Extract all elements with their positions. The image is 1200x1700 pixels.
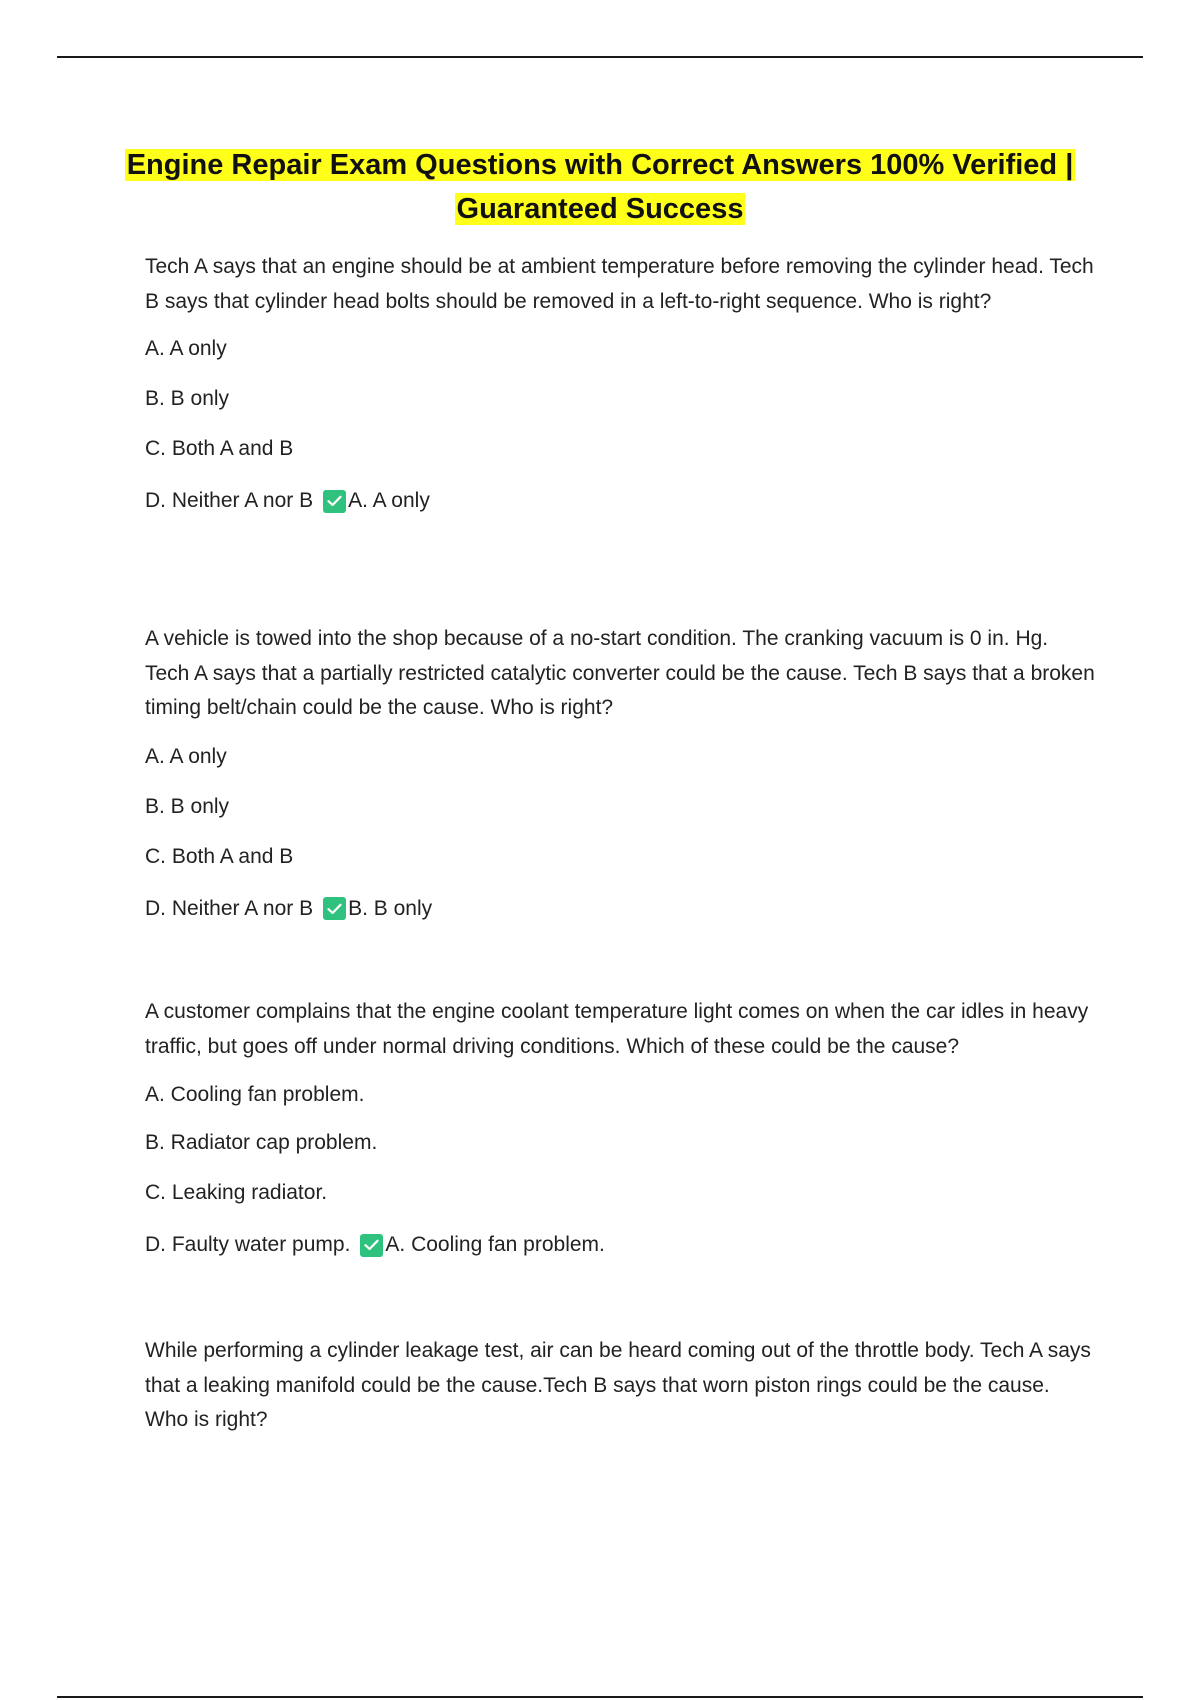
- option-a: A. A only: [145, 337, 227, 360]
- option-d: D. Faulty water pump.: [145, 1233, 351, 1256]
- correct-answer: A. A only: [348, 489, 430, 512]
- question-4: [145, 1334, 1095, 1438]
- option-d-row: [145, 1228, 1095, 1262]
- option-d-row: [145, 892, 1095, 926]
- option-b: B. Radiator cap problem.: [145, 1131, 378, 1154]
- question-3: [145, 995, 1095, 1262]
- check-mark-icon: [323, 897, 346, 920]
- option-d: D. Neither A nor B: [145, 489, 314, 512]
- question-2: [145, 622, 1095, 926]
- title-highlight: Engine Repair Exam Questions with Correct Answers 100% Verified | Guaranteed Success: [126, 149, 1074, 225]
- document-title: [120, 143, 1080, 231]
- check-mark-icon: [323, 490, 346, 513]
- question-text: While performing a cylinder leakage test, air can be heard coming out of the throttle body. Tech A says that a leaking manifold could be the cause.Tech B says that worn piston rings could be the cause. Who is right?: [145, 1339, 1091, 1431]
- option-b: B. B only: [145, 794, 230, 818]
- option-c: C. Both A and B: [145, 844, 294, 868]
- question-text: Tech A says that an engine should be at ambient temperature before removing the cylinder head. Tech B says that cylinder head bolts should be removed in a left-to-right sequence. Who is right?: [145, 255, 1094, 313]
- option-b: B. B only: [145, 387, 230, 410]
- bottom-rule: [57, 1696, 1143, 1698]
- correct-answer: B. B only: [348, 896, 433, 920]
- option-a: A. Cooling fan problem.: [145, 1083, 365, 1106]
- option-d: D. Neither A nor B: [145, 896, 314, 920]
- check-mark-icon: [360, 1234, 383, 1257]
- option-d-row: [145, 484, 1095, 518]
- option-c: C. Both A and B: [145, 437, 294, 460]
- option-c: C. Leaking radiator.: [145, 1181, 328, 1204]
- correct-answer: A. Cooling fan problem.: [385, 1233, 605, 1256]
- question-1: [145, 250, 1095, 518]
- top-rule: [57, 56, 1143, 58]
- question-text: A customer complains that the engine coolant temperature light comes on when the car idles in heavy traffic, but goes off under normal driving conditions. Which of these could be the cause?: [145, 1000, 1089, 1058]
- question-text: A vehicle is towed into the shop because of a no-start condition. The cranking vacuum is 0 in. Hg. Tech A says that a partially restricted catalytic converter could be the cause. Tech B says that a broken timing belt/chain could be the cause. Who is right?: [145, 627, 1095, 719]
- option-a: A. A only: [145, 744, 227, 768]
